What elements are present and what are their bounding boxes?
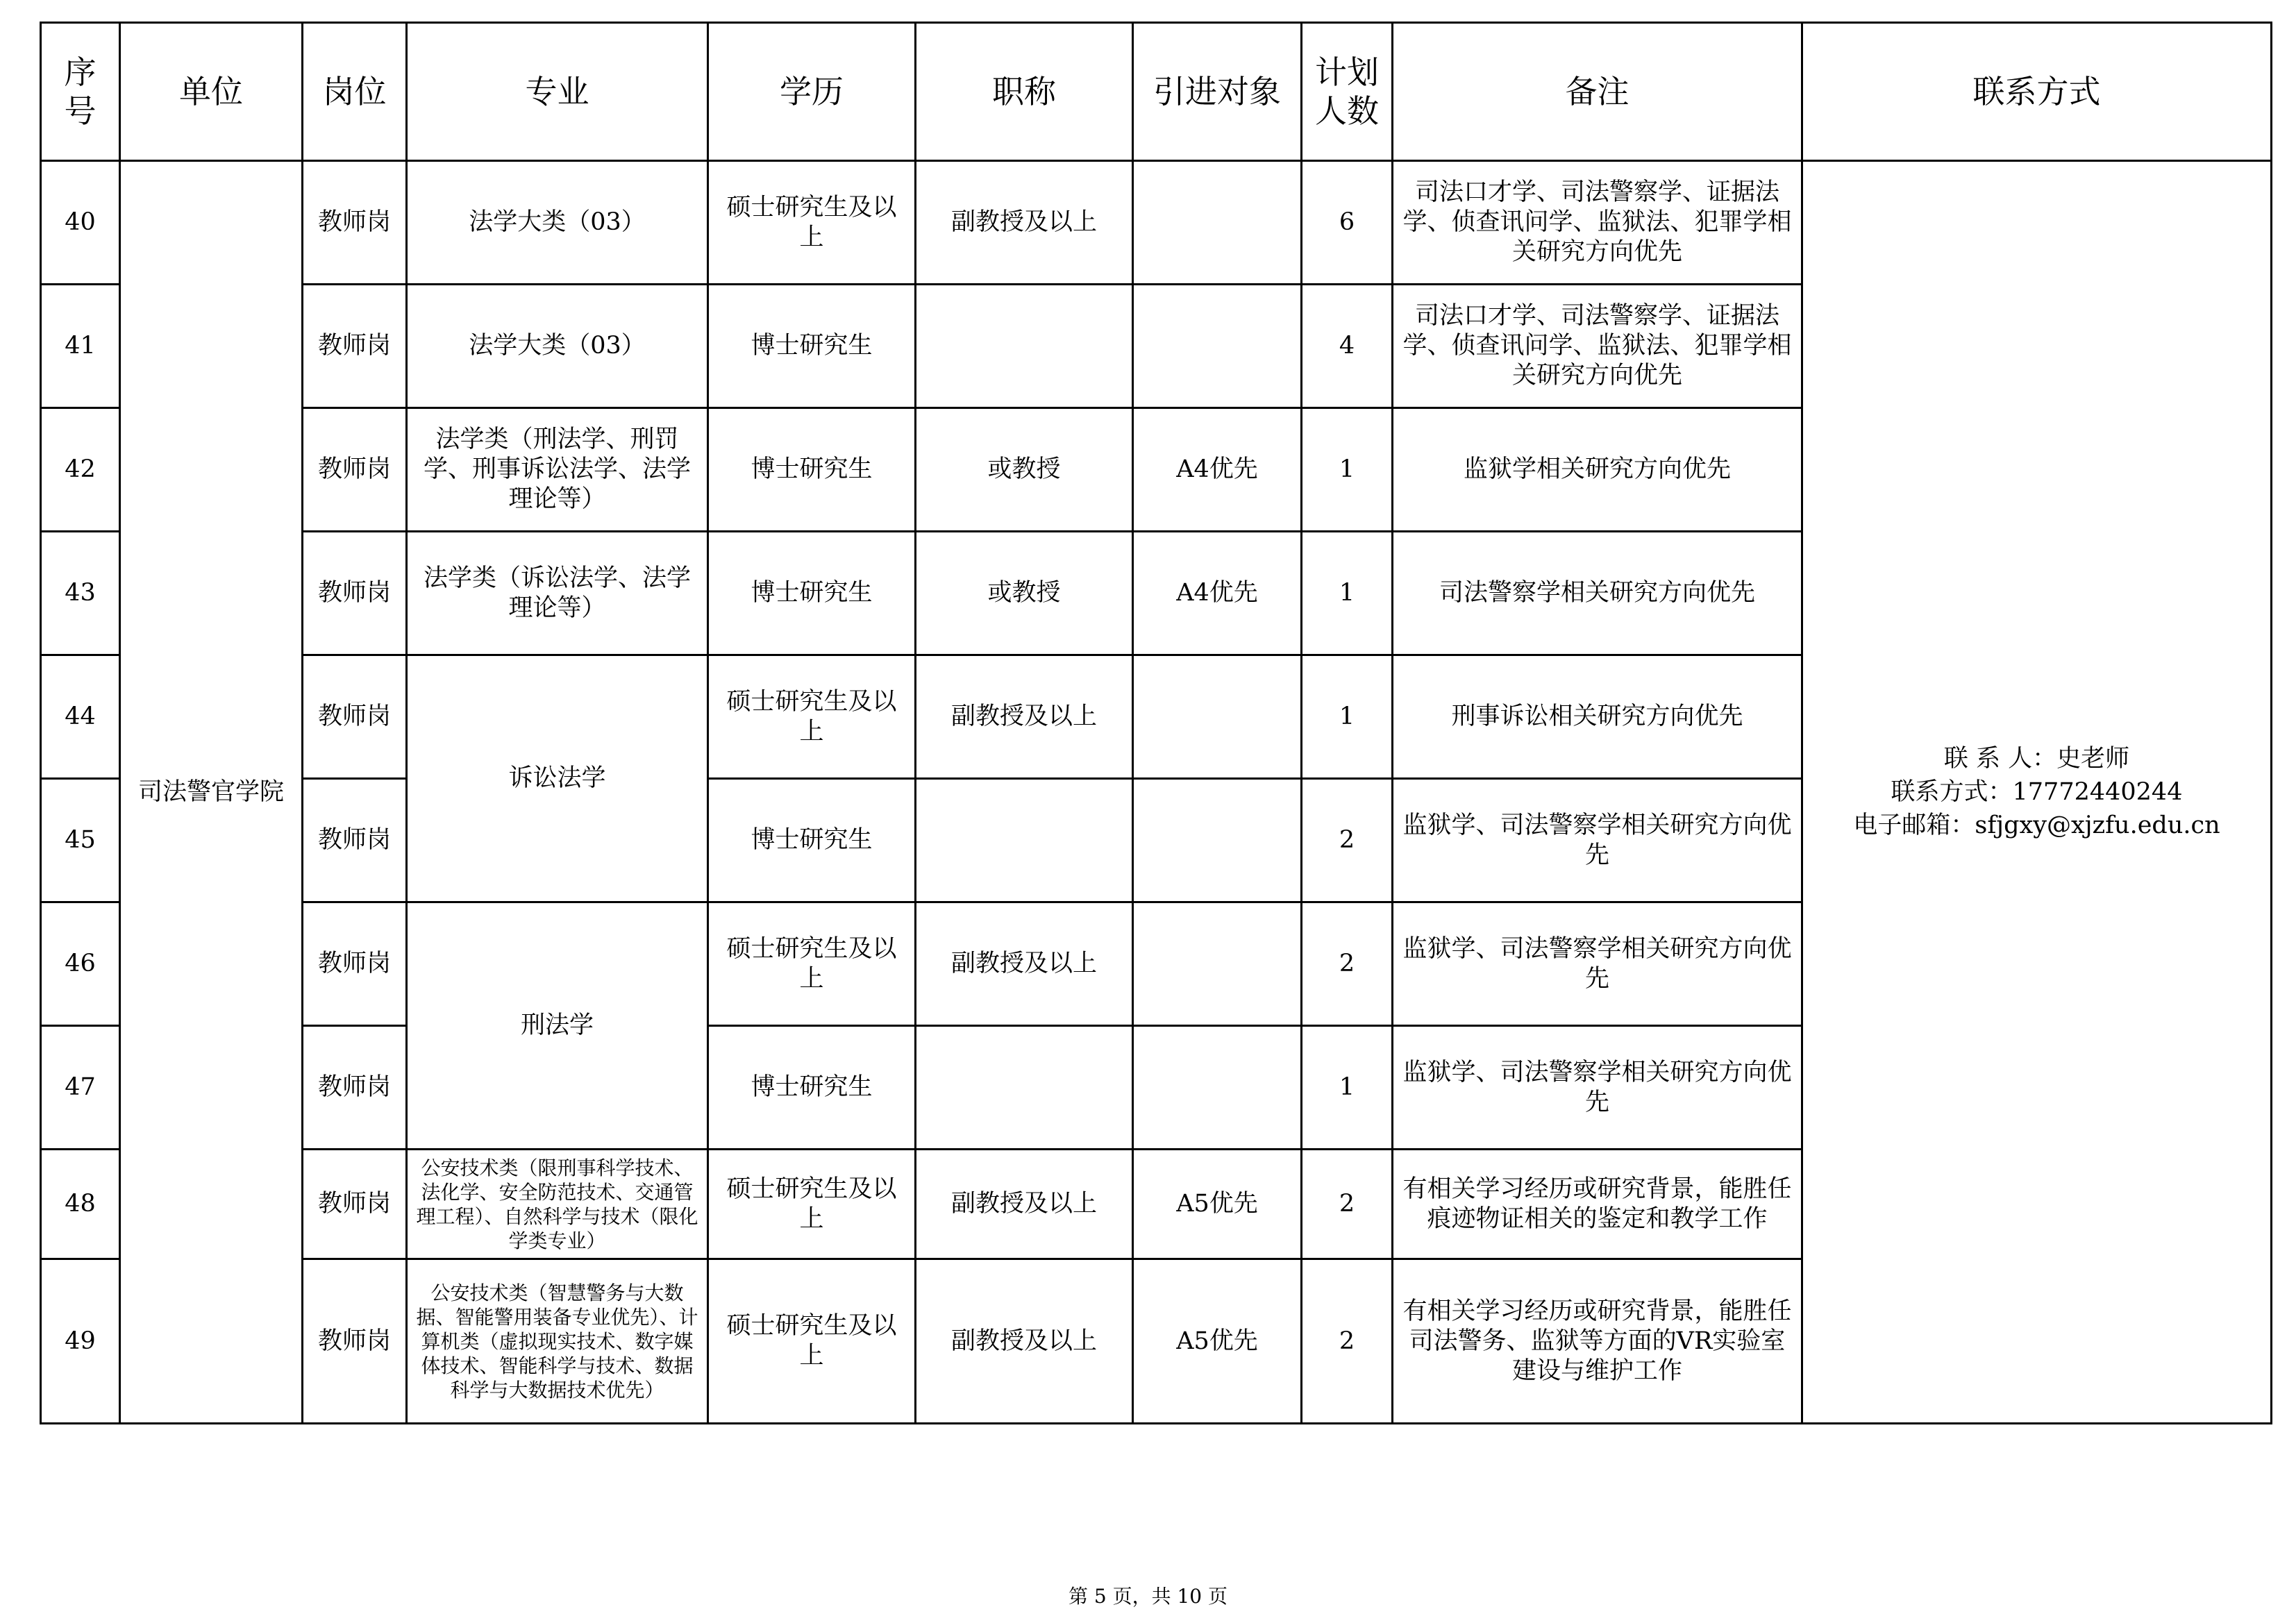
header-remark: 备注 [1393,23,1802,161]
title-cell: 或教授 [916,532,1133,655]
seq-cell: 40 [41,161,120,285]
education-cell: 博士研究生 [708,532,916,655]
seq-cell: 48 [41,1150,120,1259]
target-cell [1133,779,1302,902]
plan-cell: 1 [1302,532,1393,655]
header-unit: 单位 [120,23,303,161]
header-target: 引进对象 [1133,23,1302,161]
recruitment-table [40,22,2272,1424]
target-cell: A4优先 [1133,408,1302,532]
major-cell: 法学大类（03） [407,285,708,408]
header-contact: 联系方式 [1802,23,2272,161]
title-cell: 或教授 [916,408,1133,532]
post-cell: 教师岗 [303,161,407,285]
education-cell: 硕士研究生及以上 [708,655,916,779]
remark-cell: 刑事诉讼相关研究方向优先 [1393,655,1802,779]
seq-cell: 46 [41,902,120,1026]
header-major: 专业 [407,23,708,161]
post-cell: 教师岗 [303,408,407,532]
major-cell: 公安技术类（智慧警务与大数据、智能警用装备专业优先）、计算机类（虚拟现实技术、数字媒体技术、智能科学与技术、数据科学与大数据技术优先） [407,1259,708,1424]
title-cell [916,779,1133,902]
header-title: 职称 [916,23,1133,161]
seq-cell: 45 [41,779,120,902]
post-cell: 教师岗 [303,1150,407,1259]
title-cell: 副教授及以上 [916,1150,1133,1259]
major-cell: 法学大类（03） [407,161,708,285]
contact-cell [1802,161,2272,1424]
remark-cell: 司法警察学相关研究方向优先 [1393,532,1802,655]
seq-cell: 43 [41,532,120,655]
education-cell: 博士研究生 [708,408,916,532]
post-cell: 教师岗 [303,655,407,779]
title-cell: 副教授及以上 [916,161,1133,285]
table-row [41,161,2272,285]
major-cell: 法学类（诉讼法学、法学理论等） [407,532,708,655]
plan-cell: 2 [1302,1150,1393,1259]
target-cell: A4优先 [1133,532,1302,655]
remark-cell: 监狱学、司法警察学相关研究方向优先 [1393,902,1802,1026]
post-cell: 教师岗 [303,532,407,655]
target-cell [1133,161,1302,285]
post-cell: 教师岗 [303,1259,407,1424]
title-cell [916,285,1133,408]
header-seq: 序号 [41,23,120,161]
education-cell: 博士研究生 [708,1026,916,1150]
title-cell: 副教授及以上 [916,902,1133,1026]
post-cell: 教师岗 [303,902,407,1026]
title-cell [916,1026,1133,1150]
title-cell: 副教授及以上 [916,655,1133,779]
unit-cell: 司法警官学院 [120,161,303,1424]
target-cell: A5优先 [1133,1150,1302,1259]
major-cell: 法学类（刑法学、刑罚学、刑事诉讼法学、法学理论等） [407,408,708,532]
remark-cell: 有相关学习经历或研究背景，能胜任痕迹物证相关的鉴定和教学工作 [1393,1150,1802,1259]
education-cell: 博士研究生 [708,285,916,408]
seq-cell: 44 [41,655,120,779]
contact-email: 电子邮箱：sfjgxy@xjzfu.edu.cn [1853,812,2220,839]
education-cell: 硕士研究生及以上 [708,161,916,285]
education-cell: 硕士研究生及以上 [708,902,916,1026]
education-cell: 硕士研究生及以上 [708,1150,916,1259]
plan-cell: 1 [1302,408,1393,532]
remark-cell: 司法口才学、司法警察学、证据法学、侦查讯问学、监狱法、犯罪学相关研究方向优先 [1393,285,1802,408]
remark-cell: 司法口才学、司法警察学、证据法学、侦查讯问学、监狱法、犯罪学相关研究方向优先 [1393,161,1802,285]
contact-person: 联 系 人：史老师 [1943,745,2130,773]
plan-cell: 6 [1302,161,1393,285]
target-cell [1133,655,1302,779]
seq-cell: 42 [41,408,120,532]
plan-cell: 1 [1302,655,1393,779]
remark-cell: 有相关学习经历或研究背景，能胜任司法警务、监狱等方面的VR实验室建设与维护工作 [1393,1259,1802,1424]
plan-cell: 2 [1302,902,1393,1026]
plan-cell: 2 [1302,779,1393,902]
major-cell: 公安技术类（限刑事科学技术、法化学、安全防范技术、交通管理工程）、自然科学与技术（限化学类专业） [407,1150,708,1259]
major-cell: 刑法学 [407,902,708,1150]
target-cell [1133,902,1302,1026]
header-post: 岗位 [303,23,407,161]
header-row [41,23,2272,161]
education-cell: 硕士研究生及以上 [708,1259,916,1424]
seq-cell: 49 [41,1259,120,1424]
title-cell: 副教授及以上 [916,1259,1133,1424]
remark-cell: 监狱学、司法警察学相关研究方向优先 [1393,779,1802,902]
education-cell: 博士研究生 [708,779,916,902]
header-education: 学历 [708,23,916,161]
page-footer: 第 5 页，共 10 页 [1068,1585,1228,1608]
target-cell: A5优先 [1133,1259,1302,1424]
plan-cell: 1 [1302,1026,1393,1150]
remark-cell: 监狱学相关研究方向优先 [1393,408,1802,532]
contact-phone: 联系方式：17772440244 [1891,778,2183,806]
seq-cell: 47 [41,1026,120,1150]
plan-cell: 2 [1302,1259,1393,1424]
header-plan: 计划人数 [1302,23,1393,161]
post-cell: 教师岗 [303,779,407,902]
post-cell: 教师岗 [303,1026,407,1150]
target-cell [1133,1026,1302,1150]
plan-cell: 4 [1302,285,1393,408]
target-cell [1133,285,1302,408]
seq-cell: 41 [41,285,120,408]
remark-cell: 监狱学、司法警察学相关研究方向优先 [1393,1026,1802,1150]
post-cell: 教师岗 [303,285,407,408]
major-cell: 诉讼法学 [407,655,708,902]
